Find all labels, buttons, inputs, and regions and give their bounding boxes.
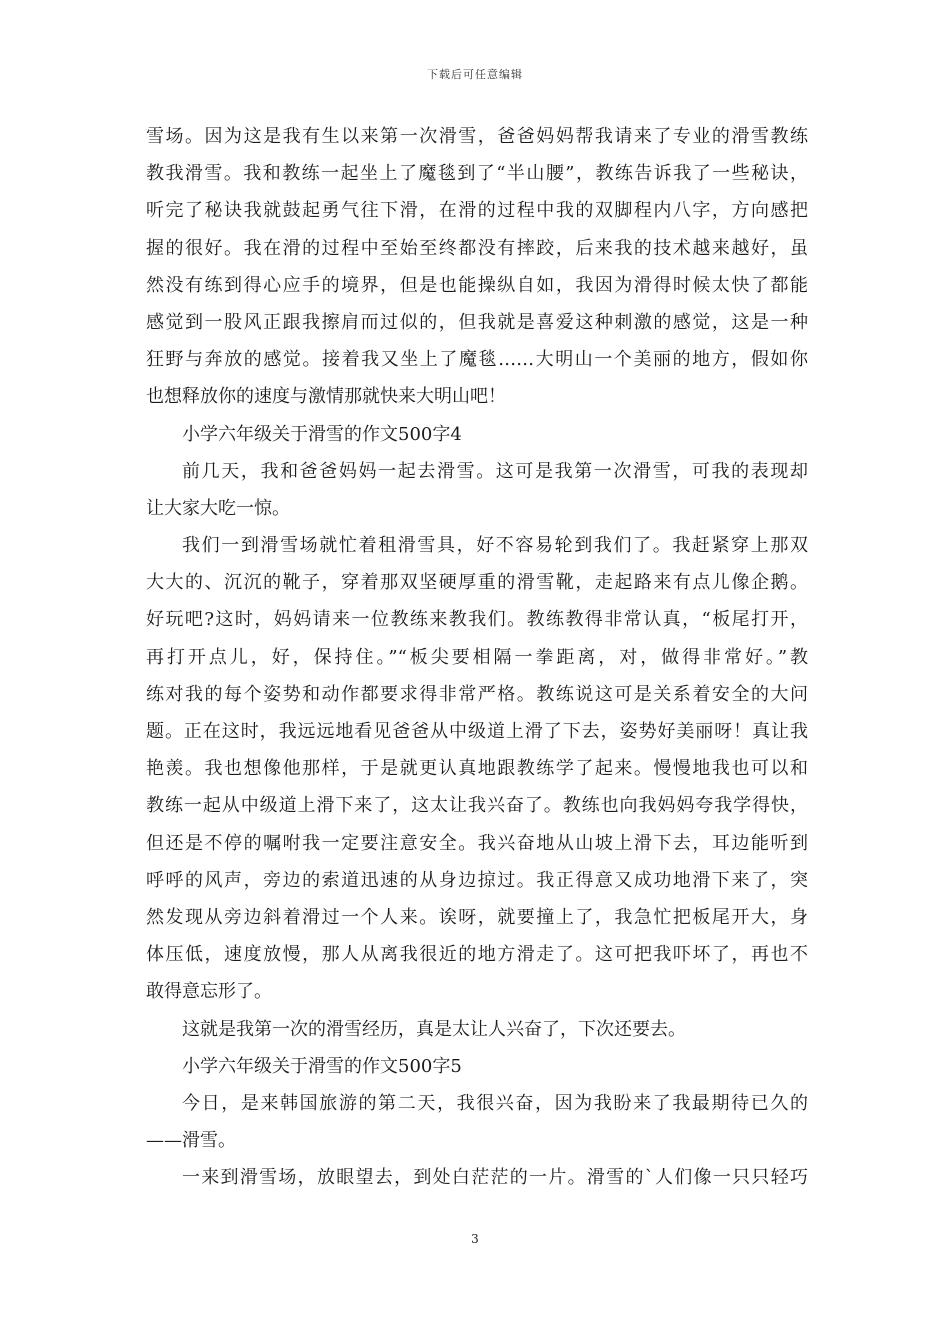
text-line: 练对我的每个姿势和动作都要求得非常严格。教练说这可是关系着安全的大问 xyxy=(146,683,808,705)
text-line: 艳羡。我也想像他那样，于是就更认真地跟教练学了起来。慢慢地我也可以和 xyxy=(146,758,808,780)
text-line: 雪场。因为这是我有生以来第一次滑雪，爸爸妈妈帮我请来了专业的滑雪教练 xyxy=(146,126,808,147)
text-line: 大大的、沉沉的靴子，穿着那双坚硬厚重的滑雪靴，走起路来有点儿像企鹅。 xyxy=(146,572,808,594)
text-line: 握的很好。我在滑的过程中至始至终都没有摔跤，后来我的技术越来越好，虽 xyxy=(146,237,808,259)
text-line: 今日，是来韩国旅游的第二天，我很兴奋，因为我盼来了我最期待已久的 xyxy=(182,1092,808,1114)
text-line: 让大家大吃一惊。 xyxy=(146,497,290,519)
text-line: 题。正在这时，我远远地看见爸爸从中级道上滑了下去，姿势好美丽呀！真让我 xyxy=(146,721,808,742)
text-line: 这就是我第一次的滑雪经历，真是太让人兴奋了，下次还要去。 xyxy=(182,1018,686,1040)
text-line: 好玩吧?这时，妈妈请来一位教练来教我们。教练教得非常认真，“板尾打开， xyxy=(146,609,808,631)
page-header: 下载后可任意编辑 xyxy=(427,68,523,81)
text-line: 小学六年级关于滑雪的作文500字4 xyxy=(182,423,462,445)
text-line: 呼呼的风声，旁边的索道迅速的从身边掠过。我正得意又成功地滑下来了，突 xyxy=(146,869,808,891)
text-line: 也想释放你的速度与激情那就快来大明山吧！ xyxy=(146,386,506,408)
text-line: 前几天，我和爸爸妈妈一起去滑雪。这可是我第一次滑雪，可我的表现却 xyxy=(182,460,808,482)
page-number: 3 xyxy=(471,1232,479,1246)
text-line: 体压低，速度放慢，那人从离我很近的地方滑走了。这可把我吓坏了，再也不 xyxy=(146,944,808,966)
text-line: 敢得意忘形了。 xyxy=(146,981,272,1003)
text-line: 再打开点儿，好，保持住。”“板尖要相隔一拳距离，对，做得非常好。”教 xyxy=(146,646,808,668)
text-line: 教我滑雪。我和教练一起坐上了魔毯到了“半山腰”，教练告诉我了一些秘诀， xyxy=(146,163,808,185)
text-line: 然没有练到得心应手的境界，但是也能操纵自如，我因为滑得时候太快了都能 xyxy=(146,274,808,296)
text-line: 但还是不停的嘱咐我一定要注意安全。我兴奋地从山坡上滑下去，耳边能听到 xyxy=(146,832,808,854)
text-line: 我们一到滑雪场就忙着租滑雪具，好不容易轮到我们了。我赶紧穿上那双 xyxy=(182,535,808,557)
text-line: 狂野与奔放的感觉。接着我又坐上了魔毯……大明山一个美丽的地方，假如你 xyxy=(146,349,808,371)
text-line: 听完了秘诀我就鼓起勇气往下滑，在滑的过程中我的双脚程内八字，方向感把 xyxy=(146,200,808,222)
text-line: 教练一起从中级道上滑下来了，这太让我兴奋了。教练也向我妈妈夸我学得快， xyxy=(146,795,808,817)
document-body xyxy=(146,118,808,1196)
text-line: 一来到滑雪场，放眼望去，到处白茫茫的一片。滑雪的`人们像一只只轻巧 xyxy=(182,1167,808,1189)
text-line: ——滑雪。 xyxy=(146,1130,236,1152)
text-line: 小学六年级关于滑雪的作文500字5 xyxy=(182,1055,462,1077)
text-line: 感觉到一股风正跟我擦肩而过似的，但我就是喜爱这种刺激的感觉，这是一种 xyxy=(146,311,808,333)
text-line: 然发现从旁边斜着滑过一个人来。诶呀，就要撞上了，我急忙把板尾开大，身 xyxy=(146,906,808,928)
